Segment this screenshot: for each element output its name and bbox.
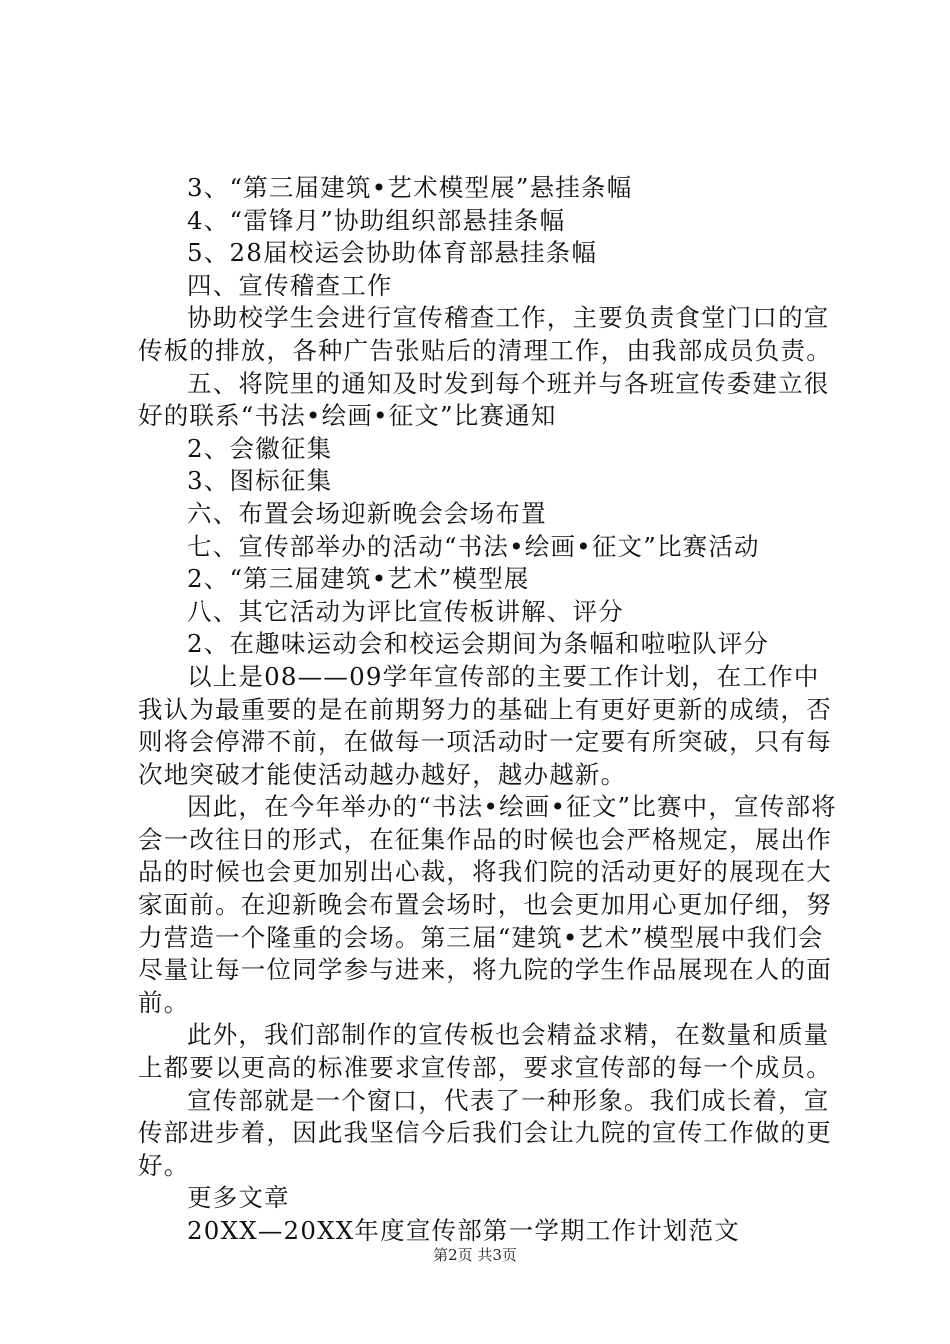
page-footer [0, 1244, 950, 1265]
paragraph-item: 3、“第三届建筑•艺术模型展”悬挂条幅 [187, 173, 633, 202]
paragraph-item: 3、图标征集 [187, 466, 333, 496]
section-heading: 八、其它活动为评比宣传板讲解、评分 [187, 596, 624, 626]
paragraph-item: 2、在趣味运动会和校运会期间为条幅和啦啦队评分 [187, 629, 770, 659]
section-heading: 六、布置会场迎新晚会会场布置 [187, 498, 547, 528]
page-number: 第2页 共3页 [433, 1246, 517, 1264]
paragraph-item: 5、28届校运会协助体育部悬挂条幅 [187, 238, 598, 268]
paragraph-item: 因此，在今年举办的“书法•绘画•征文”比赛中，宣传部将会一改往日的形式，在征集作品的时候也会严格规定，展出作品的时候也会更加别出心裁，将我们院的活动更好的展现在大家面前。在迎新晚会布置会场时，也会更加用心更加仔细，努力营造一个隆重的会场。第三届“建筑•艺术”模型展中我们会尽量让每一位同学参与进来，将九院的学生作品展现在人的面前。 [138, 792, 837, 1017]
document-body [138, 172, 838, 1248]
paragraph-item: 4、“雷锋月”协助组织部悬挂条幅 [187, 205, 566, 235]
related-article-link[interactable]: 20XX—20XX年度宣传部第一学期工作计划范文 [187, 1216, 740, 1245]
paragraph-item: 此外，我们部制作的宣传板也会精益求精，在数量和质量上都要以更高的标准要求宣传部，要求宣传部的每一个成员。 [138, 1020, 832, 1083]
paragraph-item: 协助校学生会进行宣传稽查工作，主要负责食堂门口的宣传板的排放，各种广告张贴后的清理工作，由我部成员负责。 [138, 303, 832, 365]
section-heading: 七、宣传部举办的活动“书法•绘画•征文”比赛活动 [187, 531, 760, 561]
paragraph-item: 2、“第三届建筑•艺术”模型展 [187, 564, 530, 594]
section-heading: 四、宣传稽查工作 [187, 270, 393, 300]
paragraph-item: 以上是08——09学年宣传部的主要工作计划，在工作中我认为最重要的是在前期努力的基础上有更好更新的成绩，否则将会停滞不前，在做每一项活动时一定要有所突破，只有每次地突破才能使活动越办越好，越办越新。 [138, 661, 832, 789]
paragraph-item: 2、会徽征集 [187, 433, 333, 463]
more-articles-label: 更多文章 [187, 1183, 290, 1213]
section-heading: 五、将院里的通知及时发到每个班并与各班宣传委建立很好的联系“书法•绘画•征文”比赛通知 [138, 368, 830, 431]
paragraph-item: 宣传部就是一个窗口，代表了一种形象。我们成长着，宣传部进步着，因此我坚信今后我们会让九院的宣传工作做的更好。 [138, 1085, 832, 1180]
